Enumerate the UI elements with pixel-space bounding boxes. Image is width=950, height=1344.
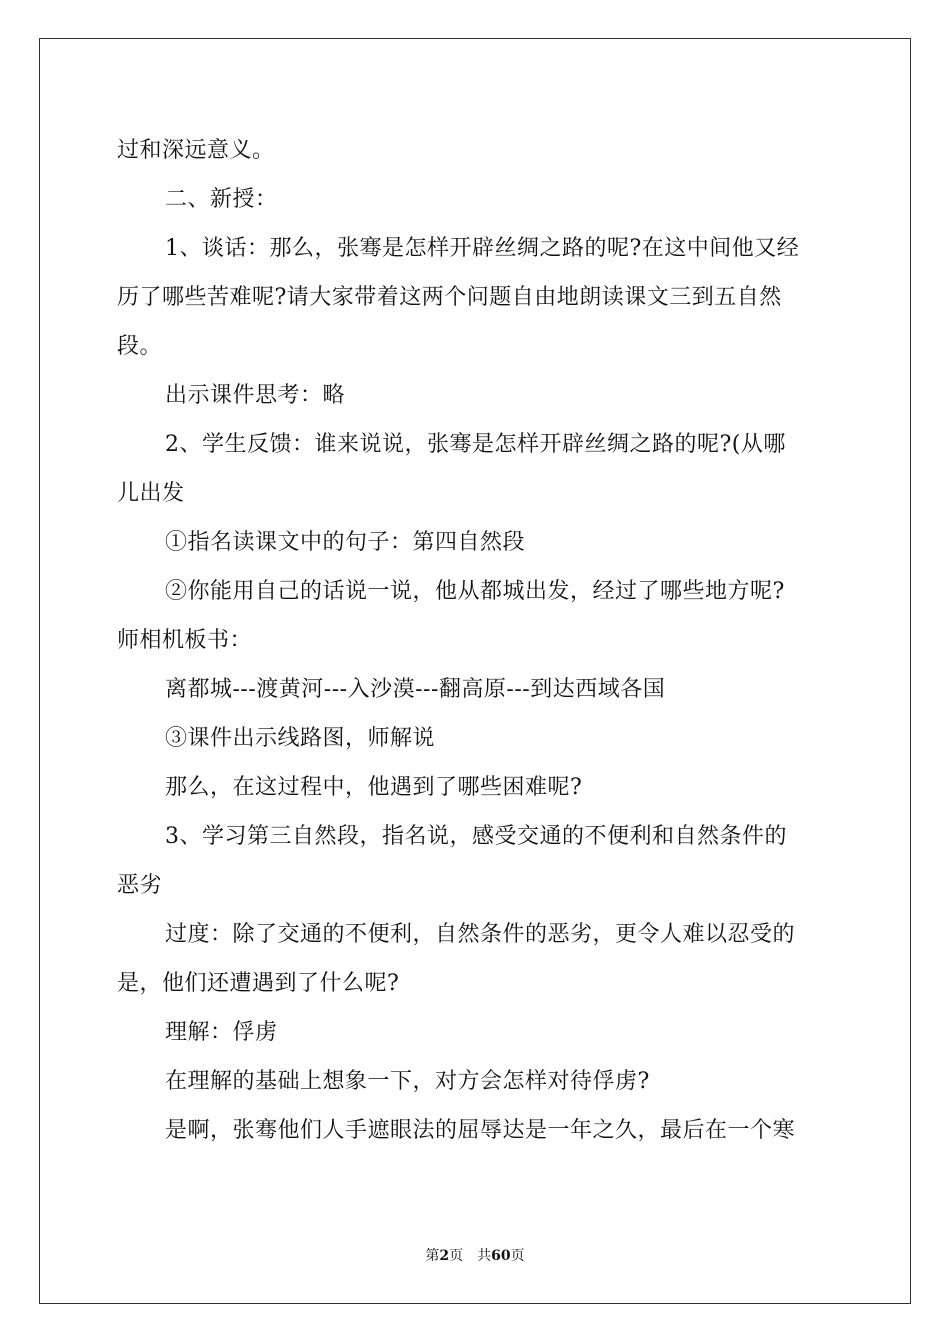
text-line: 二、新授： [165, 187, 278, 212]
total-prefix: 共 [477, 1248, 492, 1264]
total-pages: 60 [491, 1248, 511, 1264]
text-line: 1、谈话：那么，张骞是怎样开辟丝绸之路的呢?在这中间他又经 [165, 236, 800, 261]
text-line: 在理解的基础上想象一下，对方会怎样对待俘虏? [165, 1069, 650, 1094]
text-line: 2、学生反馈：谁来说说，张骞是怎样开辟丝绸之路的呢?(从哪 [165, 432, 786, 457]
text-line: 3、学习第三自然段，指名说，感受交通的不便利和自然条件的 [165, 824, 787, 849]
text-line: 过度：除了交通的不便利，自然条件的恶劣，更令人难以忍受的 [165, 922, 796, 947]
text-line: 儿出发 [117, 481, 185, 506]
document-body [117, 126, 837, 1155]
text-line: 那么，在这过程中，他遇到了哪些困难呢? [165, 775, 583, 800]
text-line: 历了哪些苦难呢?请大家带着这两个问题自由地朗读课文三到五自然 [117, 285, 782, 310]
text-line: 师相机板书： [117, 628, 253, 653]
text-line: 是，他们还遭遇到了什么呢? [117, 971, 400, 996]
text-line: ①指名读课文中的句子：第四自然段 [165, 530, 526, 555]
text-line: 是啊，张骞他们人手遮眼法的屈辱达是一年之久，最后在一个寒 [165, 1118, 796, 1143]
text-line: 恶劣 [117, 873, 163, 898]
text-line: ②你能用自己的话说一说，他从都城出发，经过了哪些地方呢? [165, 579, 785, 604]
text-line: 理解：俘虏 [165, 1020, 278, 1045]
page-suffix: 页 [449, 1248, 464, 1264]
page-number: 2 [439, 1248, 450, 1264]
text-line: 过和深远意义。 [117, 138, 275, 163]
total-suffix: 页 [510, 1248, 525, 1264]
text-line: ③课件出示线路图，师解说 [165, 726, 436, 751]
page-prefix: 第 [425, 1248, 440, 1264]
text-line: 段。 [117, 334, 163, 359]
text-line: 离都城---渡黄河---入沙漠---翻高原---到达西域各国 [165, 677, 666, 702]
text-line: 出示课件思考：略 [165, 383, 346, 408]
page-footer [0, 1245, 950, 1265]
